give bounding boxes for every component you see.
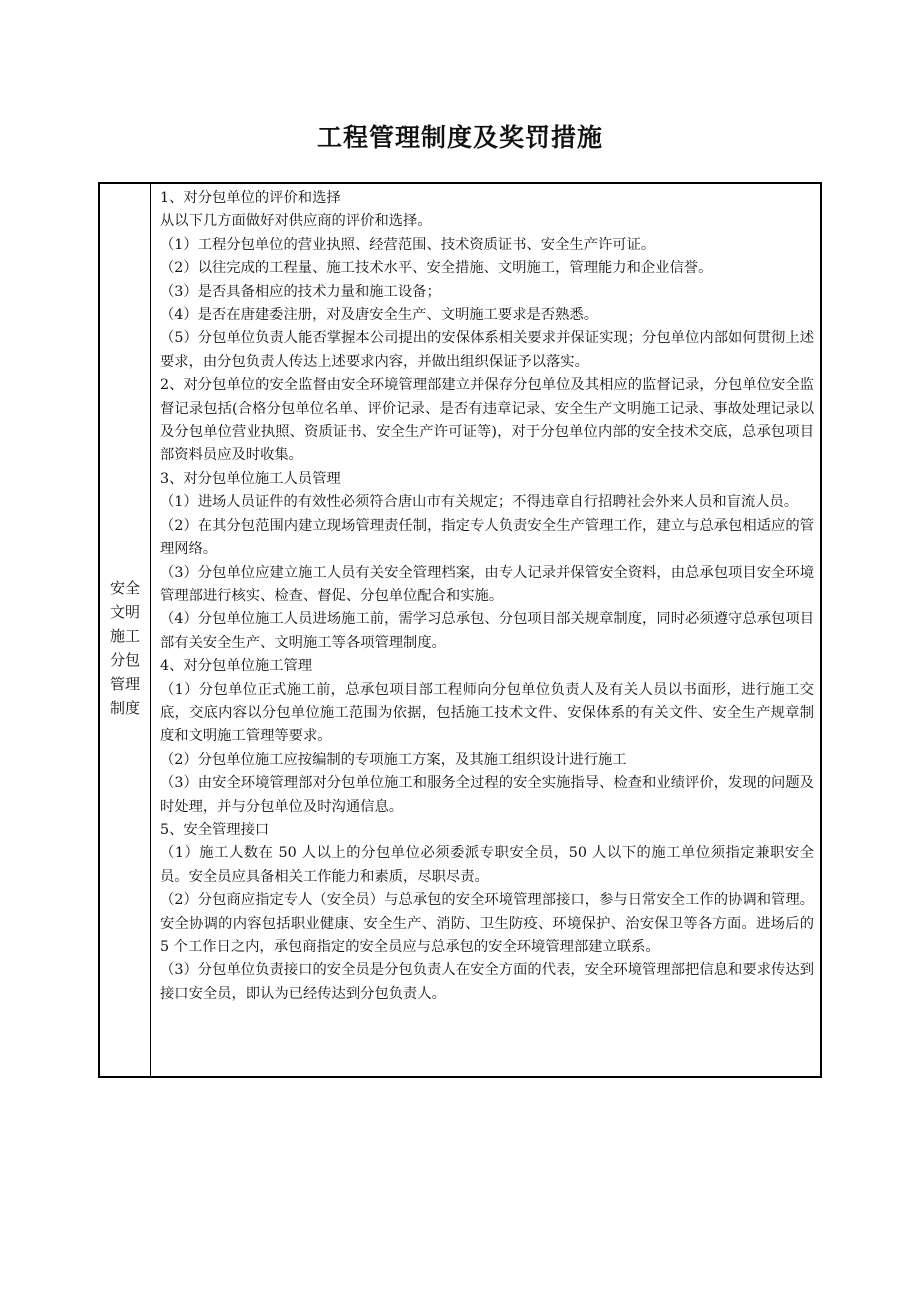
section-label: 安全文明施工分包管理制度	[109, 579, 140, 717]
paragraph: （1）分包单位正式施工前，总承包项目部工程师向分包单位负责人及有关人员以书面形，进行施工交底，交底内容以分包单位施工范围为依据，包括施工技术文件、安保体系的有关文件、安全生产规章制度和文明施工管理等要求。	[160, 681, 814, 745]
paragraph: （3）分包单位应建立施工人员有关安全管理档案，由专人记录并保管安全资料，由总承包项目安全环境管理部进行核实、检查、督促、分包单位配合和实施。	[160, 564, 814, 604]
paragraph: （3）分包单位负责接口的安全员是分包负责人在安全方面的代表，安全环境管理部把信息和要求传达到接口安全员，即认为已经传达到分包负责人。	[160, 962, 814, 1002]
paragraph: （3）由安全环境管理部对分包单位施工和服务全过程的安全实施指导、检查和业绩评价，发现的问题及时处理，并与分包单位及时沟通信息。	[160, 775, 814, 815]
paragraph-heading-2: 2、对分包单位的安全监督由安全环境管理部建立并保存分包单位及其相应的监督记录，分包单位安全监督记录包括(合格分包单位名单、评价记录、是否有违章记录、安全生产文明施工记录、事故处理记录以及分包单位营业执照、资质证书、安全生产许可证等)，对于分包单位内部的安全技术交底，总承包项目部资料员应及时收集。	[160, 377, 814, 464]
section-label-cell	[100, 184, 151, 1076]
paragraph: （2）在其分包范围内建立现场管理责任制，指定专人负责安全生产管理工作，建立与总承包相适应的管理网络。	[160, 517, 814, 558]
paragraph: （1）施工人数在 50 人以上的分包单位必须委派专职安全员，50 人以下的施工单位须指定兼职安全员。安全员应具备相关工作能力和素质，尽职尽责。	[160, 845, 814, 885]
page-title: 工程管理制度及奖罚措施	[316, 123, 603, 152]
paragraph: 从以下几方面做好对供应商的评价和选择。	[160, 213, 432, 230]
paragraph: （1）进场人员证件的有效性必须符合唐山市有关规定；不得违章自行招聘社会外来人员和盲流人员。	[160, 494, 799, 511]
paragraph: （3）是否具备相应的技术力量和施工设备；	[160, 283, 441, 300]
section-content-cell	[151, 184, 820, 1076]
paragraph: （5）分包单位负责人能否掌握本公司提出的安保体系相关要求并保证实现；分包单位内部如何贯彻上述要求，由分包负责人传达上述要求内容，并做出组织保证予以落实。	[160, 330, 814, 370]
regulation-table	[98, 182, 822, 1078]
paragraph-heading-3: 3、对分包单位施工人员管理	[160, 470, 341, 487]
paragraph: （2）分包单位施工应按编制的专项施工方案，及其施工组织设计进行施工	[160, 751, 627, 768]
paragraph: （2）分包商应指定专人（安全员）与总承包的安全环境管理部接口，参与日常安全工作的协调和管理。安全协调的内容包括职业健康、安全生产、消防、卫生防疫、环境保护、治安保卫等各方面。进场后的 5 个工作日之内，承包商指定的安全员应与总承包的安全环境管理部建立联系。	[160, 892, 814, 955]
paragraph: （2）以往完成的工程量、施工技术水平、安全措施、文明施工，管理能力和企业信誉。	[160, 260, 713, 277]
paragraph: （4）是否在唐建委注册，对及唐安全生产、文明施工要求是否熟悉。	[160, 307, 598, 324]
paragraph-heading-4: 4、对分包单位施工管理	[160, 658, 313, 675]
paragraph-heading-1: 1、对分包单位的评价和选择	[160, 190, 341, 206]
paragraph-heading-5: 5、安全管理接口	[160, 821, 270, 838]
paragraph: （1）工程分包单位的营业执照、经营范围、技术资质证书、安全生产许可证。	[160, 236, 656, 253]
paragraph: （4）分包单位施工人员进场施工前，需学习总承包、分包项目部关规章制度，同时必须遵守总承包项目部有关安全生产、文明施工等各项管理制度。	[160, 611, 814, 651]
